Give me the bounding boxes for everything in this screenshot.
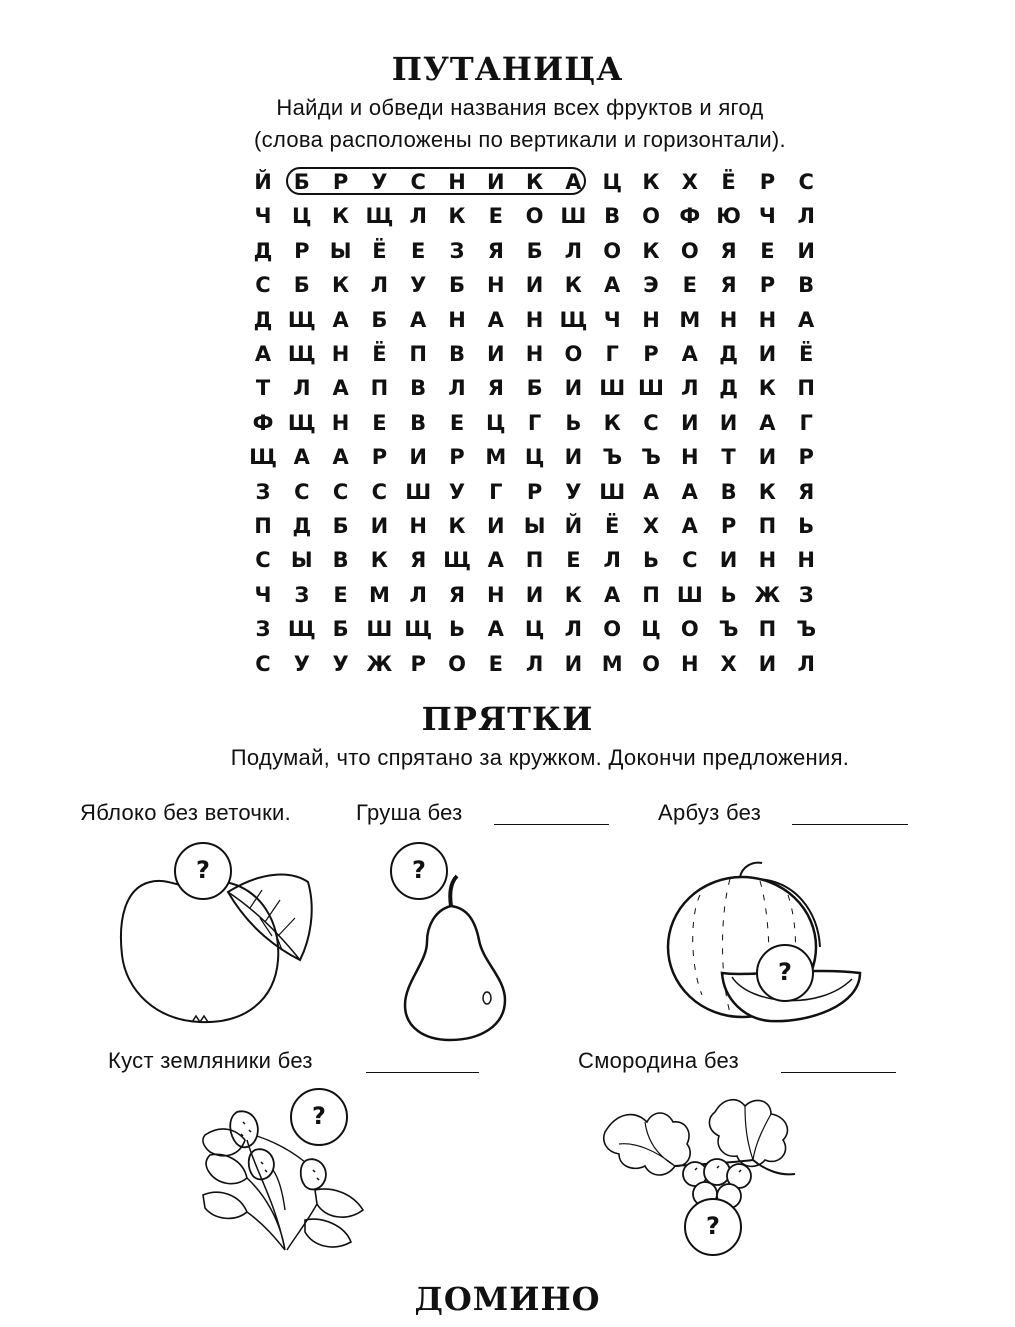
- grid-letter[interactable]: К: [448, 204, 466, 229]
- grid-letter[interactable]: И: [758, 651, 777, 676]
- grid-letter[interactable]: Я: [448, 582, 466, 607]
- grid-letter[interactable]: Ш: [676, 582, 703, 607]
- grid-letter[interactable]: В: [410, 410, 427, 435]
- grid-letter[interactable]: И: [681, 410, 699, 435]
- grid-letter[interactable]: П: [758, 514, 777, 538]
- grid-letter[interactable]: Н: [331, 410, 350, 435]
- grid-letter[interactable]: С: [294, 479, 310, 504]
- grid-letter[interactable]: Р: [294, 238, 310, 263]
- wordsearch-instruction-line2: (слова расположены по вертикали и горизонтали).: [254, 127, 786, 152]
- grid-letter[interactable]: А: [410, 307, 427, 332]
- grid-letter[interactable]: Д: [292, 514, 312, 538]
- question-circle-watermelon: ?: [756, 944, 814, 1002]
- grid-letter[interactable]: Е: [449, 410, 465, 435]
- grid-letter[interactable]: Н: [719, 307, 738, 332]
- grid-letter[interactable]: Ь: [565, 410, 582, 435]
- grid-letter[interactable]: А: [759, 410, 776, 435]
- grid-letter[interactable]: У: [332, 651, 349, 676]
- grid-letter[interactable]: Л: [370, 273, 389, 298]
- grid-letter[interactable]: А: [332, 376, 349, 401]
- grid-letter[interactable]: Н: [525, 307, 544, 332]
- grid-letter[interactable]: Н: [681, 651, 699, 676]
- grid-letter[interactable]: Щ: [365, 204, 394, 229]
- grid-letter[interactable]: Б: [332, 617, 349, 642]
- grid-letter[interactable]: Н: [487, 582, 505, 607]
- grid-letter[interactable]: Ш: [638, 376, 664, 401]
- grid-letter[interactable]: И: [719, 410, 738, 435]
- grid-letter[interactable]: Щ: [559, 307, 588, 332]
- grid-letter[interactable]: Л: [525, 651, 544, 676]
- grid-letter[interactable]: Й: [564, 514, 583, 538]
- grid-letter[interactable]: Ж: [754, 582, 781, 607]
- grid-letter[interactable]: К: [758, 479, 776, 504]
- grid-letter[interactable]: Ф: [252, 410, 274, 435]
- grid-letter[interactable]: Л: [797, 651, 815, 676]
- grid-letter[interactable]: Н: [487, 273, 505, 298]
- grid-letter[interactable]: Ъ: [796, 617, 817, 642]
- grid-letter[interactable]: Ю: [716, 204, 741, 229]
- grid-letter[interactable]: Р: [798, 445, 814, 470]
- grid-letter[interactable]: Л: [681, 376, 699, 401]
- grid-letter[interactable]: Е: [682, 273, 697, 298]
- grid-letter[interactable]: К: [448, 514, 466, 538]
- grid-letter[interactable]: З: [294, 582, 310, 607]
- grid-letter[interactable]: Р: [371, 445, 388, 470]
- grid-letter[interactable]: Я: [487, 238, 504, 263]
- grid-letter[interactable]: Ц: [524, 445, 545, 470]
- grid-letter[interactable]: П: [797, 376, 815, 401]
- grid-letter[interactable]: Ё: [605, 514, 620, 538]
- grid-letter[interactable]: Ь: [642, 548, 659, 573]
- grid-letter[interactable]: Ц: [486, 410, 506, 435]
- grid-letter[interactable]: Л: [448, 376, 466, 401]
- question-circle-strawberry: ?: [290, 1088, 348, 1146]
- grid-letter[interactable]: А: [604, 582, 621, 607]
- caption-watermelon: Арбуз без: [658, 800, 762, 825]
- grid-letter[interactable]: Х: [720, 651, 737, 676]
- grid-letter[interactable]: Н: [758, 307, 777, 332]
- grid-letter[interactable]: К: [642, 170, 660, 194]
- grid-letter[interactable]: Н: [448, 307, 466, 332]
- grid-letter[interactable]: Ж: [366, 651, 393, 676]
- grid-letter[interactable]: И: [564, 445, 583, 470]
- grid-letter[interactable]: В: [448, 342, 465, 366]
- grid-letter[interactable]: А: [604, 273, 621, 298]
- grid-letter[interactable]: Р: [410, 651, 426, 676]
- grid-letter[interactable]: В: [798, 273, 815, 298]
- grid-letter[interactable]: З: [255, 479, 271, 504]
- answer-blank-currant[interactable]: [781, 1072, 896, 1073]
- grid-letter[interactable]: К: [603, 410, 621, 435]
- caption-pear: Груша без: [356, 800, 463, 825]
- grid-letter[interactable]: М: [368, 582, 390, 607]
- grid-letter[interactable]: Л: [603, 548, 621, 573]
- grid-letter[interactable]: И: [525, 582, 544, 607]
- grid-letter[interactable]: О: [680, 238, 699, 263]
- grid-letter[interactable]: П: [758, 617, 777, 642]
- hide-and-seek-instruction: Подумай, что спрятано за кружком. Докончи предложения.: [230, 745, 850, 770]
- grid-letter[interactable]: Ш: [599, 376, 626, 401]
- grid-letter[interactable]: О: [448, 651, 466, 676]
- grid-letter[interactable]: Т: [255, 376, 271, 401]
- grid-letter[interactable]: К: [564, 582, 582, 607]
- grid-letter[interactable]: Ъ: [718, 617, 739, 642]
- grid-letter[interactable]: Л: [564, 238, 583, 263]
- answer-oval-example: [286, 167, 586, 195]
- grid-letter[interactable]: Р: [643, 342, 659, 366]
- grid-letter[interactable]: А: [565, 170, 582, 194]
- grid-letter[interactable]: А: [681, 342, 698, 366]
- grid-letter[interactable]: В: [604, 204, 621, 229]
- grid-letter[interactable]: Ы: [523, 514, 546, 538]
- grid-letter[interactable]: Р: [332, 170, 349, 194]
- grid-letter[interactable]: И: [719, 548, 738, 573]
- grid-letter[interactable]: Ш: [366, 617, 393, 642]
- grid-letter[interactable]: Ъ: [641, 445, 661, 470]
- grid-letter[interactable]: Е: [488, 651, 503, 676]
- grid-letter[interactable]: Ё: [721, 170, 736, 194]
- grid-letter[interactable]: Б: [293, 170, 310, 194]
- grid-letter[interactable]: Ъ: [602, 445, 623, 470]
- grid-letter[interactable]: Ф: [679, 204, 701, 229]
- grid-letter[interactable]: Н: [758, 548, 777, 573]
- answer-blank-pear[interactable]: [494, 824, 609, 825]
- grid-letter[interactable]: Г: [605, 342, 619, 366]
- grid-letter[interactable]: Ё: [799, 342, 814, 366]
- grid-letter[interactable]: С: [410, 170, 426, 194]
- grid-letter[interactable]: А: [487, 307, 504, 332]
- grid-letter[interactable]: Й: [254, 170, 272, 194]
- answer-blank-strawberry[interactable]: [366, 1072, 479, 1073]
- grid-letter[interactable]: Ь: [798, 514, 815, 538]
- grid-letter[interactable]: Н: [331, 342, 350, 366]
- grid-letter[interactable]: К: [526, 170, 544, 194]
- caption-apple: Яблоко без веточки.: [80, 800, 292, 825]
- grid-letter[interactable]: Х: [681, 170, 698, 194]
- wordsearch-instruction-line1: Найди и обведи названия всех фруктов и ягод: [276, 95, 764, 120]
- grid-letter[interactable]: Г: [799, 410, 813, 435]
- grid-letter[interactable]: Е: [760, 238, 775, 263]
- grid-letter[interactable]: У: [448, 479, 466, 504]
- grid-letter[interactable]: О: [603, 238, 622, 263]
- grid-letter[interactable]: Ч: [603, 307, 621, 332]
- grid-letter[interactable]: С: [332, 479, 349, 504]
- grid-letter[interactable]: Ц: [292, 204, 312, 229]
- watermelon-illustration: [660, 855, 870, 1030]
- grid-letter[interactable]: Е: [333, 582, 348, 607]
- grid-letter[interactable]: Щ: [287, 307, 316, 332]
- grid-letter[interactable]: Н: [797, 548, 815, 573]
- grid-letter[interactable]: Н: [409, 514, 427, 538]
- grid-letter[interactable]: Д: [719, 376, 738, 401]
- grid-letter[interactable]: О: [564, 342, 583, 366]
- grid-letter[interactable]: С: [798, 170, 814, 194]
- grid-letter[interactable]: Ы: [329, 238, 352, 263]
- grid-letter[interactable]: Р: [759, 170, 776, 194]
- grid-letter[interactable]: В: [410, 376, 427, 401]
- grid-letter[interactable]: И: [758, 445, 777, 470]
- strawberry-bush-illustration: [195, 1100, 375, 1260]
- grid-letter[interactable]: З: [449, 238, 465, 263]
- grid-letter[interactable]: С: [255, 651, 271, 676]
- grid-letter[interactable]: Б: [293, 273, 310, 298]
- grid-letter[interactable]: О: [642, 204, 660, 229]
- grid-letter[interactable]: К: [332, 273, 350, 298]
- grid-letter[interactable]: Щ: [404, 617, 433, 642]
- grid-letter[interactable]: Ш: [560, 204, 587, 229]
- grid-letter[interactable]: К: [370, 548, 388, 573]
- grid-letter[interactable]: У: [371, 170, 388, 194]
- grid-letter[interactable]: И: [525, 273, 544, 298]
- grid-letter[interactable]: Ч: [254, 582, 272, 607]
- grid-letter[interactable]: П: [370, 376, 389, 401]
- grid-letter[interactable]: Ч: [254, 204, 272, 229]
- grid-letter[interactable]: Ё: [372, 238, 387, 263]
- grid-letter[interactable]: Н: [525, 342, 544, 366]
- grid-letter[interactable]: И: [370, 514, 389, 538]
- grid-letter[interactable]: П: [409, 342, 427, 366]
- caption-currant: Смородина без: [578, 1048, 739, 1073]
- grid-letter[interactable]: Х: [642, 514, 660, 538]
- grid-letter[interactable]: Ы: [290, 548, 313, 573]
- grid-letter[interactable]: Ш: [405, 479, 432, 504]
- grid-letter[interactable]: П: [525, 548, 544, 573]
- grid-letter[interactable]: И: [797, 238, 815, 263]
- grid-letter[interactable]: А: [332, 445, 349, 470]
- grid-letter[interactable]: К: [758, 376, 776, 401]
- grid-letter[interactable]: Н: [642, 307, 660, 332]
- grid-letter[interactable]: С: [643, 410, 659, 435]
- grid-letter[interactable]: Р: [720, 514, 737, 538]
- grid-letter[interactable]: Р: [449, 445, 465, 470]
- grid-letter[interactable]: Е: [411, 238, 426, 263]
- grid-letter[interactable]: Я: [720, 273, 737, 298]
- grid-letter[interactable]: З: [798, 582, 814, 607]
- grid-letter[interactable]: Л: [797, 204, 815, 229]
- grid-letter[interactable]: Е: [566, 548, 581, 573]
- grid-letter[interactable]: З: [255, 617, 271, 642]
- grid-letter[interactable]: Н: [448, 170, 466, 194]
- grid-letter[interactable]: А: [798, 307, 815, 332]
- grid-letter[interactable]: А: [332, 307, 349, 332]
- grid-letter[interactable]: Щ: [287, 410, 316, 435]
- grid-letter[interactable]: М: [601, 651, 623, 676]
- grid-letter[interactable]: Д: [719, 342, 738, 366]
- grid-letter[interactable]: А: [681, 514, 698, 538]
- grid-letter[interactable]: Л: [409, 204, 427, 229]
- grid-letter[interactable]: И: [487, 342, 505, 366]
- question-circle-apple: ?: [174, 842, 232, 900]
- grid-letter[interactable]: К: [642, 238, 660, 263]
- grid-letter[interactable]: Н: [681, 445, 699, 470]
- wordsearch-title: ПУТАНИЦА: [391, 50, 624, 88]
- grid-letter[interactable]: К: [564, 273, 582, 298]
- grid-letter[interactable]: Л: [564, 617, 583, 642]
- grid-letter[interactable]: О: [525, 204, 544, 229]
- grid-letter[interactable]: Ё: [372, 342, 387, 366]
- grid-letter[interactable]: Щ: [249, 445, 277, 470]
- grid-letter[interactable]: О: [680, 617, 699, 642]
- grid-letter[interactable]: П: [642, 582, 660, 607]
- hide-and-seek-title: ПРЯТКИ: [421, 700, 594, 738]
- grid-letter[interactable]: М: [679, 307, 701, 332]
- grid-letter[interactable]: В: [332, 548, 349, 573]
- grid-letter[interactable]: Я: [487, 376, 504, 401]
- grid-letter[interactable]: П: [254, 514, 272, 538]
- grid-letter[interactable]: Д: [253, 238, 273, 263]
- domino-title: ДОМИНО: [414, 1280, 601, 1318]
- grid-letter[interactable]: Б: [332, 514, 349, 538]
- grid-letter[interactable]: С: [255, 273, 271, 298]
- grid-letter[interactable]: Щ: [287, 617, 316, 642]
- grid-letter[interactable]: С: [255, 548, 271, 573]
- question-circle-pear: ?: [390, 842, 448, 900]
- grid-letter[interactable]: Э: [643, 273, 659, 298]
- grid-letter[interactable]: О: [603, 617, 622, 642]
- grid-letter[interactable]: Е: [488, 204, 503, 229]
- grid-letter[interactable]: А: [487, 548, 504, 573]
- grid-letter[interactable]: Е: [372, 410, 387, 435]
- grid-letter[interactable]: И: [487, 170, 505, 194]
- grid-letter[interactable]: Б: [448, 273, 465, 298]
- grid-letter[interactable]: А: [681, 479, 698, 504]
- grid-letter[interactable]: И: [758, 342, 777, 366]
- grid-letter[interactable]: Ц: [641, 617, 661, 642]
- grid-letter[interactable]: Г: [489, 479, 503, 504]
- grid-letter[interactable]: К: [332, 204, 350, 229]
- grid-letter[interactable]: У: [565, 479, 582, 504]
- grid-letter[interactable]: И: [487, 514, 505, 538]
- grid-letter[interactable]: Я: [410, 548, 427, 573]
- grid-letter[interactable]: Б: [526, 376, 543, 401]
- grid-letter[interactable]: Т: [721, 445, 736, 470]
- grid-letter[interactable]: А: [487, 617, 504, 642]
- grid-letter[interactable]: И: [409, 445, 427, 470]
- grid-letter[interactable]: Ц: [524, 617, 545, 642]
- grid-letter[interactable]: Л: [409, 582, 427, 607]
- grid-letter[interactable]: Д: [253, 307, 273, 332]
- grid-letter[interactable]: О: [642, 651, 660, 676]
- grid-letter[interactable]: Р: [759, 273, 776, 298]
- grid-letter[interactable]: В: [720, 479, 737, 504]
- grid-letter[interactable]: Г: [527, 410, 542, 435]
- grid-letter[interactable]: А: [642, 479, 660, 504]
- grid-letter[interactable]: Б: [526, 238, 543, 263]
- grid-letter[interactable]: Ь: [448, 617, 465, 642]
- grid-letter[interactable]: Ш: [599, 479, 626, 504]
- grid-letter[interactable]: С: [371, 479, 388, 504]
- grid-letter[interactable]: А: [293, 445, 310, 470]
- grid-letter[interactable]: И: [564, 376, 583, 401]
- caption-strawberry: Куст земляники без: [108, 1048, 313, 1073]
- grid-letter[interactable]: Я: [798, 479, 815, 504]
- grid-letter[interactable]: У: [410, 273, 427, 298]
- question-circle-currant: ?: [684, 1198, 742, 1256]
- grid-letter[interactable]: Ц: [602, 170, 622, 194]
- grid-letter[interactable]: М: [485, 445, 507, 470]
- grid-letter[interactable]: Я: [720, 238, 737, 263]
- grid-letter[interactable]: Л: [293, 376, 311, 401]
- grid-letter[interactable]: А: [254, 342, 272, 366]
- grid-letter[interactable]: Ь: [720, 582, 737, 607]
- grid-letter[interactable]: Ч: [758, 204, 776, 229]
- grid-letter[interactable]: Щ: [443, 548, 471, 573]
- grid-letter[interactable]: У: [293, 651, 310, 676]
- grid-letter[interactable]: Р: [526, 479, 543, 504]
- grid-letter[interactable]: Б: [371, 307, 388, 332]
- grid-letter[interactable]: И: [564, 651, 583, 676]
- grid-letter[interactable]: С: [682, 548, 698, 573]
- grid-letter[interactable]: Щ: [287, 342, 316, 366]
- answer-blank-watermelon[interactable]: [792, 824, 908, 825]
